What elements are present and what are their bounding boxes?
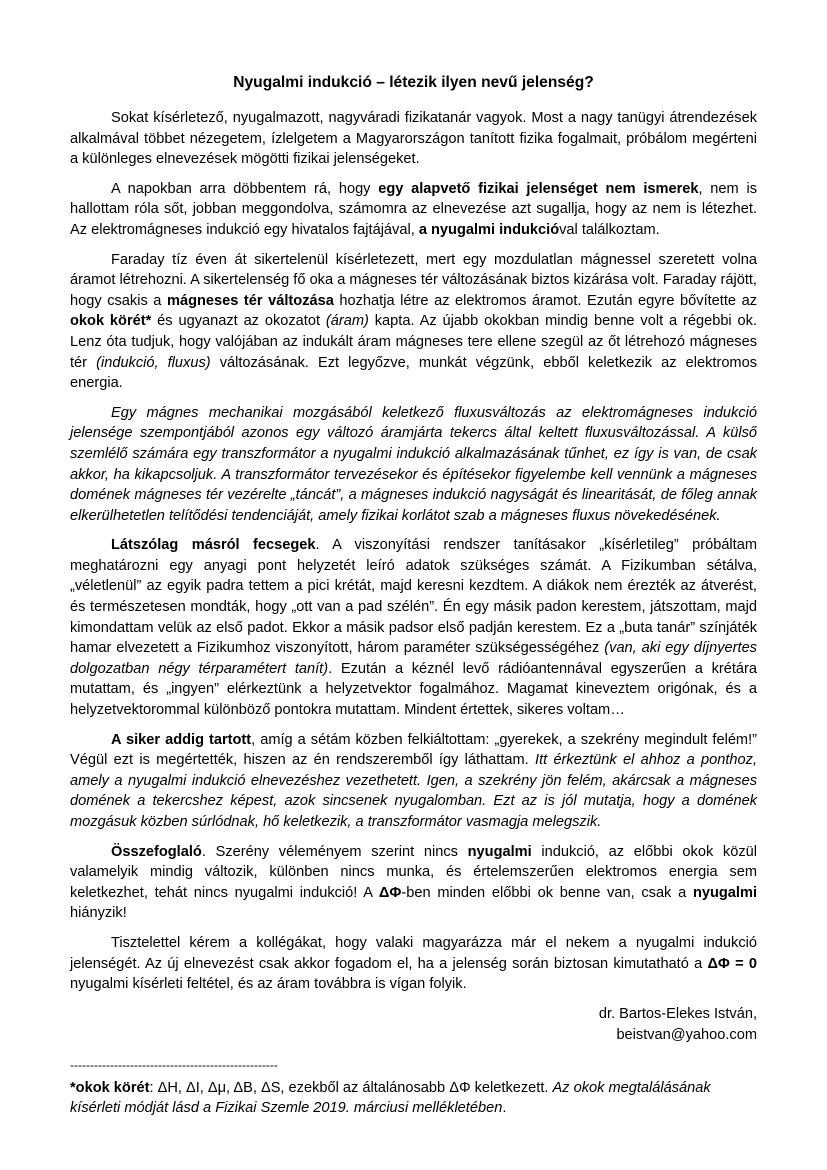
paragraph-2 xyxy=(70,179,757,241)
bold-phrase: *okok körét xyxy=(70,1079,150,1096)
document-page xyxy=(70,64,757,1119)
bold-phrase: Látszólag másról fecsegek xyxy=(111,537,316,554)
paragraph-text: . Ezután a kéznél levő rádióantennával egyszerűen a krétára mutattam, és „ingyen” elérkeztünk a helyzetvektor fogalmához. Magamat kineveztem origónak, és a helyzetvektorommal különböző pontokra mutattam. Mindent értettek, sikeres voltam… xyxy=(70,660,757,719)
paragraph-text: hozhatja létre az elektromos áramot. Ezután egyre bővítette az xyxy=(333,292,757,309)
paragraph-6 xyxy=(70,730,757,833)
bold-phrase: nyugalmi xyxy=(467,843,532,860)
paragraph-text: . Szerény véleményem szerint nincs xyxy=(201,843,468,860)
page-title: Nyugalmi indukció – létezik ilyen nevű jelenség? xyxy=(233,74,594,91)
bold-phrase: ΔΦ xyxy=(378,884,402,901)
bold-phrase: ΔΦ = 0 xyxy=(707,955,758,972)
footnote-text: . xyxy=(502,1100,507,1117)
paragraph-text: , amíg a sétám közben felkiáltottam: „gyerekek, a szekrény megindult felém!” Végül ezt is megértették, hiszen az én rendszeremből így láthattam. xyxy=(70,731,758,769)
paragraph-text: változásának. Ezt legyőzve, munkát végzünk, ebből keletkezik az elektromos energia. xyxy=(70,354,758,392)
footnote-divider: ---------------------------------------------------- xyxy=(70,1057,278,1072)
paragraph-1 xyxy=(70,108,757,170)
italic-phrase: (áram) xyxy=(325,313,369,330)
paragraph-text: hiányzik! xyxy=(70,905,127,922)
paragraph-8 xyxy=(70,933,757,995)
author-name: dr. Bartos-Elekes István, xyxy=(598,1005,757,1022)
paragraph-3 xyxy=(70,250,757,394)
paragraph-4 xyxy=(70,403,757,527)
footnote xyxy=(70,1078,757,1119)
italic-phrase: Egy mágnes mechanikai mozgásából keletkező fluxusváltozás az elektromágneses indukció jelensége szempontjából azonos egy változó áramjárta tekercs által keltett fluxusváltozással. A külső szemlélő számára egy transzformátor a nyugalmi indukció alkalmazásának tűnhet, ez így is van, de csak akkor, ha kikapcsoljuk. A transzformátor tervezésekor és építésekor figyelembe kell vennünk a mágneses domének mágneses tér vezérelte „táncát”, a mágneses indukció nagyságát és linearitását, de főleg annak elkerülhetetlen telítődési tendenciáját, amely fizikai korlátot szab a mágneses fluxus növekedésének. xyxy=(70,404,757,524)
bold-phrase: egy alapvető fizikai jelenséget nem ismerek xyxy=(378,180,699,197)
italic-phrase: (van, aki egy díjnyertes dolgozatban négy térparamétert tanít) xyxy=(70,640,757,677)
bold-phrase: A siker addig tartott xyxy=(111,731,252,748)
footnote-text: : ΔH, ΔI, Δμ, ΔB, ΔS, ezekből az általánosabb ΔΦ keletkezett. xyxy=(149,1079,553,1096)
paragraph-5 xyxy=(70,535,757,720)
bold-phrase: okok körét* xyxy=(70,313,152,330)
paragraph-text: Sokat kísérletező, nyugalmazott, nagyváradi fizikatanár vagyok. Most a nagy tanügyi átrendezések alkalmával többet nézegetem, ízlelgetem a Magyarországon tanított fizika fogalmait, próbálom megérteni a különleges elnevezések mögötti fizikai jelenségeket. xyxy=(70,110,757,168)
paragraph-text: Faraday tíz éven át sikertelenül kísérletezett, mert egy mozdulatlan mágnessel szeretett volna áramot létrehozni. A sikertelenség fő oka a mágneses tér változásának biztos kizárása volt. Faraday rájött, hogy csakis a xyxy=(70,251,757,309)
italic-phrase: Itt érkeztünk el ahhoz a ponthoz, amely a nyugalmi indukció elnevezéshez vezethetett. Igen, a szekrény jön felém, akárcsak a mágneses domének a tekercshez képest, azok sincsenek nyugalomban. Ezt az is jól mutatja, hogy a domének mozgásuk közben súrlódnak, hő keletkezik, a transzformátor vasmagja melegszik. xyxy=(70,752,758,830)
bold-phrase: mágneses tér változása xyxy=(166,292,334,309)
paragraph-text: A napokban arra döbbentem rá, hogy xyxy=(111,180,379,197)
paragraph-text: és ugyanazt az okozatot xyxy=(151,313,326,330)
paragraph-7 xyxy=(70,842,757,924)
italic-phrase: Az okok megtalálásának kísérleti módját lásd a Fizikai Szemle 2019. márciusi mellékletében xyxy=(70,1079,711,1117)
paragraph-text: val találkoztam. xyxy=(559,221,660,238)
bold-phrase: Összefoglaló xyxy=(111,843,202,860)
bold-phrase: nyugalmi xyxy=(692,884,757,901)
paragraph-text: Tisztelettel kérem a kollégákat, hogy valaki magyarázza már el nekem a nyugalmi indukció jelenségét. Az új elnevezést csak akkor fogadom el, ha a jelenség során biztosan kimutatható a xyxy=(70,934,757,972)
author-email: beistvan@yahoo.com xyxy=(616,1026,757,1043)
bold-phrase: a nyugalmi indukció xyxy=(418,221,560,238)
paragraph-text: . A viszonyítási rendszer tanításakor „kísérletileg” próbáltam meghatározni egy anyagi pont helyzetét leíró adatok szükséges számát. A Fizikumban sétálva, „véletlenül” az egyik padra tettem a pici krétát, majd keresni kezdtem. A diákok nem érezték az átverést, és természetesen mondták, hogy „ott van a pad szélén”. Én egy másik padon kerestem, játszottam, majd kimondattam velük az első padot. Ekkor a másik padsor első padján kerestem. Ez a „buta tanár” színjáték hamar elvezetett a Fizikumhoz viszonyított, három paraméter szükségességéhez xyxy=(70,537,758,657)
signature-block xyxy=(70,1004,757,1046)
paragraph-text: , nem is hallottam róla sőt, jobban meggondolva, számomra az elnevezése azt sugallja, hogy az nem is létezhet. Az elektromágneses indukció egy hivatalos fajtájával, xyxy=(70,180,757,238)
italic-phrase: (indukció, fluxus) xyxy=(96,354,211,371)
paragraph-text: indukció, az előbbi okok közül valamelyik mindig változik, különben nincs munka, és értelemszerűen elektromos energia sem keletkezhet, tehát nincs nyugalmi indukció! A xyxy=(70,843,757,901)
paragraph-text: kapta. Az újabb okokban mindig benne volt a régebbi ok. Lenz óta tudjuk, hogy valójában az indukált áram mágneses tere ellene szegül az őt létrehozó mágneses tér xyxy=(70,313,758,371)
paragraph-text: nyugalmi kísérleti feltétel, és az áram továbbra is vígan folyik. xyxy=(70,976,467,993)
paragraph-text: -ben minden előbbi ok benne van, csak a xyxy=(401,884,693,901)
